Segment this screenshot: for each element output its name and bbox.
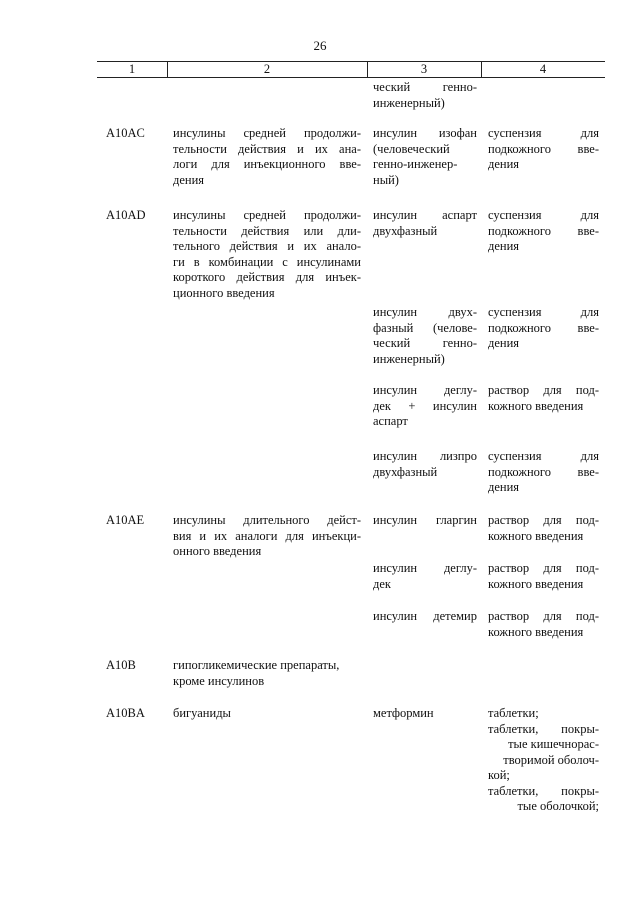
- text-line: подкожного вве-: [488, 320, 599, 335]
- text-line: метформин: [373, 706, 434, 720]
- text-line: вия и их аналоги для инъекци-: [173, 528, 361, 543]
- text-line: раствор для под-: [488, 609, 599, 623]
- text-line: тельности действия и их ана-: [173, 141, 361, 156]
- dosage-form: [488, 305, 599, 352]
- text-line: инсулин двух-: [373, 305, 477, 319]
- dosage-form: [488, 706, 599, 815]
- dosage-form: [488, 449, 599, 496]
- text-line: дек + инсулин: [373, 398, 477, 413]
- text-line: ческий генно-: [373, 80, 477, 94]
- text-line: кожного введения: [488, 528, 584, 543]
- text-line: таблетки;: [488, 706, 539, 720]
- text-line: инсулины средней продолжи-: [173, 126, 361, 140]
- text-line: гипогликемические препараты,: [173, 658, 340, 672]
- text-line: двухфазный: [373, 464, 438, 479]
- text-line: ги в комбинации с инсулинами: [173, 254, 361, 269]
- text-line: дения: [488, 480, 520, 494]
- group-name: [173, 208, 361, 301]
- text-line: суспензия для: [488, 208, 599, 222]
- text-line: раствор для под-: [488, 383, 599, 397]
- dosage-form: [488, 383, 599, 414]
- text-line: тые кишечнорас-: [508, 737, 599, 751]
- text-line: подкожного вве-: [488, 464, 599, 479]
- header-col-2: 2: [263, 62, 271, 76]
- text-line: инсулин лизпро: [373, 449, 477, 463]
- header-col-1: 1: [128, 62, 136, 76]
- group-name: [173, 126, 361, 188]
- drug-name: [373, 126, 477, 188]
- atc-code: A10AC: [106, 126, 145, 140]
- text-line: таблетки, покры-: [488, 721, 599, 736]
- header-col-4: 4: [539, 62, 547, 76]
- drug-name: [373, 383, 477, 430]
- dosage-form: [488, 208, 599, 255]
- text-line: инженерный): [373, 351, 445, 366]
- text-line: раствор для под-: [488, 513, 599, 527]
- text-line: инсулин деглу-: [373, 383, 477, 397]
- text-line: инсулин аспарт: [373, 208, 477, 222]
- text-line: (человеческий: [373, 141, 450, 156]
- dosage-form: [488, 513, 599, 544]
- text-line: инженерный): [373, 95, 445, 110]
- group-name: [173, 658, 361, 689]
- text-line: кой;: [488, 768, 510, 782]
- text-line: дения: [488, 336, 520, 350]
- text-line: таблетки, покры-: [488, 783, 599, 798]
- text-line: логи для инъекционного вве-: [173, 157, 361, 171]
- text-line: тельности действия или дли-: [173, 223, 361, 238]
- atc-code: A10B: [106, 658, 136, 672]
- text-line: суспензия для: [488, 305, 599, 319]
- text-line: инсулин детемир: [373, 609, 477, 623]
- text-line: тые оболочкой;: [517, 799, 599, 813]
- group-name: [173, 513, 361, 560]
- text-line: инсулин гларгин: [373, 513, 477, 527]
- text-line: инсулины длительного дейст-: [173, 513, 361, 527]
- text-line: суспензия для: [488, 449, 599, 463]
- text-line: творимой оболоч-: [503, 752, 599, 767]
- text-line: ческий генно-: [373, 336, 477, 350]
- text-line: двухфазный: [373, 223, 438, 238]
- text-line: кожного введения: [488, 398, 584, 413]
- header-col-3: 3: [420, 62, 428, 76]
- text-line: раствор для под-: [488, 561, 599, 575]
- text-line: тельного действия и их анало-: [173, 239, 361, 253]
- atc-code: A10BA: [106, 706, 145, 720]
- drug-name: [373, 706, 477, 722]
- text-line: дения: [488, 239, 520, 253]
- text-line: суспензия для: [488, 126, 599, 140]
- drug-name: [373, 513, 477, 529]
- atc-code: A10AE: [106, 513, 145, 527]
- text-line: инсулин деглу-: [373, 561, 477, 575]
- atc-code: A10AD: [106, 208, 146, 222]
- text-line: кроме инсулинов: [173, 673, 265, 688]
- text-line: подкожного вве-: [488, 141, 599, 156]
- text-line: короткого действия для инъек-: [173, 270, 361, 284]
- dosage-form: [488, 609, 599, 640]
- drug-name: [373, 449, 477, 480]
- text-line: генно-инженер-: [373, 157, 458, 171]
- text-line: ный): [373, 172, 399, 187]
- text-line: аспарт: [373, 414, 408, 428]
- text-line: бигуаниды: [173, 706, 231, 720]
- text-line: кожного введения: [488, 576, 584, 591]
- drug-name: [373, 609, 477, 625]
- text-line: дения: [173, 172, 205, 187]
- text-line: кожного введения: [488, 624, 584, 639]
- drug-name: [373, 208, 477, 239]
- text-line: фазный (челове-: [373, 320, 477, 335]
- text-line: дек: [373, 576, 391, 591]
- text-line: дения: [488, 157, 520, 171]
- group-name: [173, 706, 361, 722]
- text-line: ционного введения: [173, 285, 275, 300]
- text-line: онного введения: [173, 544, 262, 558]
- page-number: 26: [313, 38, 327, 53]
- drug-name: [373, 305, 477, 367]
- text-line: инсулин изофан: [373, 126, 477, 140]
- text-line: инсулины средней продолжи-: [173, 208, 361, 222]
- dosage-form: [488, 561, 599, 592]
- text-line: подкожного вве-: [488, 223, 599, 238]
- dosage-form: [488, 126, 599, 173]
- drug-name: [373, 561, 477, 592]
- continuation-drug: [373, 80, 477, 111]
- table-header: [97, 61, 605, 78]
